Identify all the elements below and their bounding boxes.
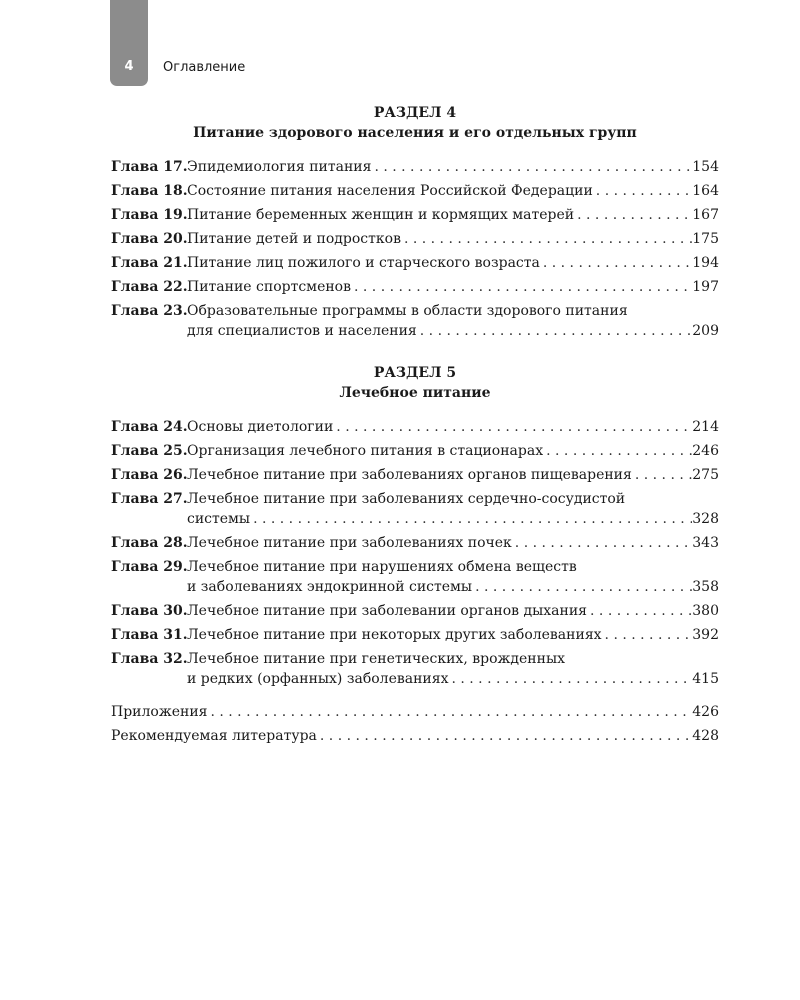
entry-body (187, 157, 719, 177)
toc-entry[interactable] (111, 205, 719, 225)
chapter-number: Глава 17. (111, 159, 188, 175)
entry-line (187, 649, 719, 669)
dot-leader (250, 509, 692, 529)
toc-entry[interactable] (111, 649, 719, 689)
entry-line (187, 669, 719, 689)
entry-line (187, 277, 719, 297)
dot-leader (317, 726, 692, 746)
entry-title: Рекомендуемая литература (111, 728, 317, 744)
toc-entry[interactable] (111, 533, 719, 553)
section-title: РАЗДЕЛ 4 (373, 105, 457, 121)
entry-title: Лечебное питание при заболеваниях почек (187, 535, 512, 551)
entry-line (187, 557, 719, 577)
page-number-ref: 358 (692, 579, 719, 595)
entry-title: Лечебное питание при нарушениях обмена веществ (187, 559, 577, 575)
page-number-ref: 194 (692, 255, 719, 271)
section-title: РАЗДЕЛ 5 (373, 365, 457, 381)
entry-title: для специалистов и населения (187, 323, 417, 339)
dot-leader (540, 253, 692, 273)
chapter-number: Глава 29. (111, 559, 188, 575)
toc-entry[interactable] (111, 601, 719, 621)
entry-line (187, 625, 719, 645)
appendix-entry[interactable] (111, 702, 719, 722)
entry-body (187, 229, 719, 249)
entry-line (187, 509, 719, 529)
entry-title: Эпидемиология питания (187, 159, 372, 175)
entry-body (187, 649, 719, 689)
toc-entry[interactable] (111, 465, 719, 485)
section-5-entries (111, 417, 719, 689)
chapter-number: Глава 18. (111, 183, 188, 199)
toc-entry[interactable] (111, 157, 719, 177)
entry-line (187, 321, 719, 341)
dot-leader (333, 417, 692, 437)
entry-title: Лечебное питание при некоторых других заболеваниях (187, 627, 602, 643)
section-4 (111, 103, 719, 345)
toc-entry[interactable] (111, 417, 719, 437)
entry-line (187, 417, 719, 437)
entry-body (187, 301, 719, 341)
appendix-entry[interactable] (111, 726, 719, 746)
section-subtitle: Питание здорового населения и его отдельных групп (193, 125, 637, 141)
section-4-entries (111, 157, 719, 341)
page-number-ref: 428 (692, 728, 719, 744)
page-number-ref: 415 (692, 671, 719, 687)
chapter-number: Глава 25. (111, 443, 188, 459)
chapter-number: Глава 19. (111, 207, 188, 223)
chapter-number: Глава 28. (111, 535, 188, 551)
page-number-ref: 154 (692, 159, 719, 175)
entry-line (187, 229, 719, 249)
entry-title: Образовательные программы в области здорового питания (187, 303, 628, 319)
dot-leader (472, 577, 692, 597)
toc-entry[interactable] (111, 229, 719, 249)
toc-entry[interactable] (111, 253, 719, 273)
dot-leader (207, 702, 692, 722)
dot-leader (602, 625, 693, 645)
chapter-number: Глава 21. (111, 255, 188, 271)
dot-leader (512, 533, 692, 553)
page-number-ref: 209 (692, 323, 719, 339)
entry-body (187, 181, 719, 201)
entry-body (187, 465, 719, 485)
chapter-number: Глава 31. (111, 627, 188, 643)
entry-title: Основы диетологии (187, 419, 334, 435)
dot-leader (371, 157, 692, 177)
dot-leader (632, 465, 692, 485)
page-number-ref: 343 (692, 535, 719, 551)
entry-title: системы (187, 511, 251, 527)
entry-body (187, 601, 719, 621)
entry-body (187, 417, 719, 437)
entry-title: Питание детей и подростков (187, 231, 401, 247)
entry-line (187, 205, 719, 225)
dot-leader (587, 601, 692, 621)
entry-line (187, 301, 719, 321)
entry-line (111, 702, 719, 722)
page-number-ref: 426 (692, 704, 719, 720)
entry-line (187, 253, 719, 273)
entry-title: Организация лечебного питания в стационарах (187, 443, 544, 459)
entry-line (187, 441, 719, 461)
running-title: Оглавление (163, 60, 246, 75)
entry-line (187, 157, 719, 177)
toc-entry[interactable] (111, 301, 719, 341)
page-number-ref: 380 (692, 603, 719, 619)
section-5 (111, 363, 719, 693)
entry-title: Приложения (111, 704, 208, 720)
toc-entry[interactable] (111, 557, 719, 597)
toc-entry[interactable] (111, 625, 719, 645)
page-number-ref: 328 (692, 511, 719, 527)
dot-leader (401, 229, 692, 249)
dot-leader (543, 441, 692, 461)
entry-body (187, 441, 719, 461)
page-number-ref: 175 (692, 231, 719, 247)
toc-entry[interactable] (111, 181, 719, 201)
entry-title: Лечебное питание при заболевании органов дыхания (187, 603, 588, 619)
entry-title: Состояние питания населения Российской Федерации (187, 183, 593, 199)
page-number: 4 (124, 59, 134, 74)
toc-entry[interactable] (111, 489, 719, 529)
page-number-ref: 214 (692, 419, 719, 435)
chapter-number: Глава 23. (111, 303, 188, 319)
entry-line (187, 489, 719, 509)
entry-title: Лечебное питание при генетических, врожденных (187, 651, 565, 667)
toc-entry[interactable] (111, 277, 719, 297)
appendix-entries (111, 702, 719, 750)
entry-title: Питание лиц пожилого и старческого возраста (187, 255, 540, 271)
entry-line (187, 601, 719, 621)
page-number-ref: 167 (692, 207, 719, 223)
chapter-number: Глава 27. (111, 491, 188, 507)
toc-entry[interactable] (111, 441, 719, 461)
entry-title: Лечебное питание при заболеваниях сердечно-сосудистой (187, 491, 626, 507)
dot-leader (593, 181, 692, 201)
entry-body (187, 253, 719, 273)
entry-line (187, 465, 719, 485)
entry-line (187, 181, 719, 201)
chapter-number: Глава 20. (111, 231, 188, 247)
entry-title: и редких (орфанных) заболеваниях (187, 671, 449, 687)
entry-body (187, 557, 719, 597)
chapter-number: Глава 22. (111, 279, 188, 295)
entry-line (187, 533, 719, 553)
entry-body (187, 625, 719, 645)
chapter-number: Глава 32. (111, 651, 188, 667)
entry-title: и заболеваниях эндокринной системы (187, 579, 473, 595)
entry-body (187, 489, 719, 529)
entry-title: Питание беременных женщин и кормящих матерей (187, 207, 575, 223)
chapter-number: Глава 30. (111, 603, 188, 619)
entry-line (187, 577, 719, 597)
chapter-number: Глава 24. (111, 419, 188, 435)
dot-leader (448, 669, 692, 689)
page-number-ref: 275 (692, 467, 719, 483)
page-number-ref: 246 (692, 443, 719, 459)
chapter-number: Глава 26. (111, 467, 188, 483)
page-number-ref: 392 (692, 627, 719, 643)
entry-body (187, 205, 719, 225)
entry-body (187, 533, 719, 553)
entry-title: Питание спортсменов (187, 279, 351, 295)
dot-leader (351, 277, 692, 297)
dot-leader (574, 205, 692, 225)
entry-body (187, 277, 719, 297)
section-subtitle: Лечебное питание (339, 385, 491, 401)
entry-title: Лечебное питание при заболеваниях органов пищеварения (187, 467, 632, 483)
entry-line (111, 726, 719, 746)
page-number-ref: 197 (692, 279, 719, 295)
page-number-ref: 164 (692, 183, 719, 199)
dot-leader (417, 321, 693, 341)
